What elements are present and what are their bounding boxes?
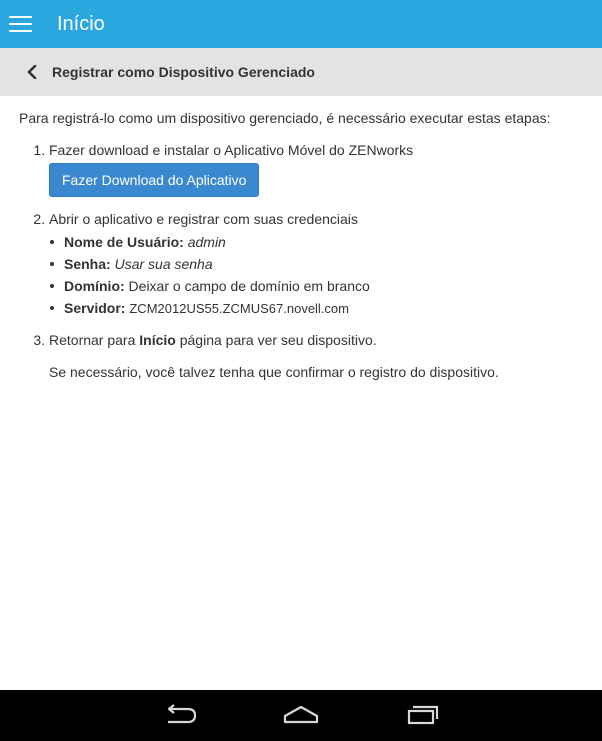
- credentials-list: [49, 231, 589, 320]
- domain-value: Deixar o campo de domínio em branco: [128, 278, 370, 294]
- credential-server: [64, 297, 589, 320]
- download-app-button[interactable]: Fazer Download do Aplicativo: [49, 163, 259, 197]
- home-reference: Início: [139, 332, 176, 348]
- username-label: Nome de Usuário:: [64, 234, 184, 250]
- step-3: [49, 330, 589, 382]
- home-icon[interactable]: [282, 702, 320, 733]
- intro-text: Para registrá-lo como um dispositivo gerenciado, é necessário executar estas etapas:: [19, 110, 551, 126]
- page-title: Registrar como Dispositivo Gerenciado: [52, 64, 315, 80]
- step-1-text: 1. Fazer download e instalar o Aplicativo Móvel do ZENworks: [49, 142, 414, 158]
- server-label: Servidor:: [64, 300, 126, 316]
- step-2: [49, 209, 589, 320]
- instructions: [19, 96, 589, 392]
- username-value: admin: [187, 234, 226, 250]
- credential-password: [64, 253, 589, 275]
- credential-username: [64, 231, 589, 253]
- step-3-text: [49, 330, 589, 350]
- menu-icon[interactable]: [9, 16, 32, 32]
- system-nav-bar: [0, 690, 602, 741]
- steps-list: [19, 140, 589, 382]
- app-title: Início: [57, 12, 105, 35]
- password-value: Usar sua senha: [114, 256, 213, 272]
- page-header: [0, 48, 602, 96]
- back-chevron-icon[interactable]: [24, 62, 40, 82]
- step-3-prefix: Retornar para: [49, 332, 140, 348]
- back-icon[interactable]: [162, 702, 198, 733]
- app-bar: [0, 0, 602, 48]
- credential-domain: [64, 275, 589, 297]
- step-2-text: 2. Abrir o aplicativo e registrar com suas credenciais: [49, 211, 358, 227]
- confirmation-note: Se necessário, você talvez tenha que confirmar o registro do dispositivo.: [49, 364, 499, 380]
- step-1: [49, 140, 589, 199]
- domain-label: Domínio:: [64, 278, 125, 294]
- step-3-suffix: página para ver seu dispositivo.: [175, 332, 377, 348]
- password-label: Senha:: [64, 256, 111, 272]
- server-value: ZCM2012US55.ZCMUS67.novell.com: [129, 301, 349, 316]
- recent-apps-icon[interactable]: [404, 702, 440, 733]
